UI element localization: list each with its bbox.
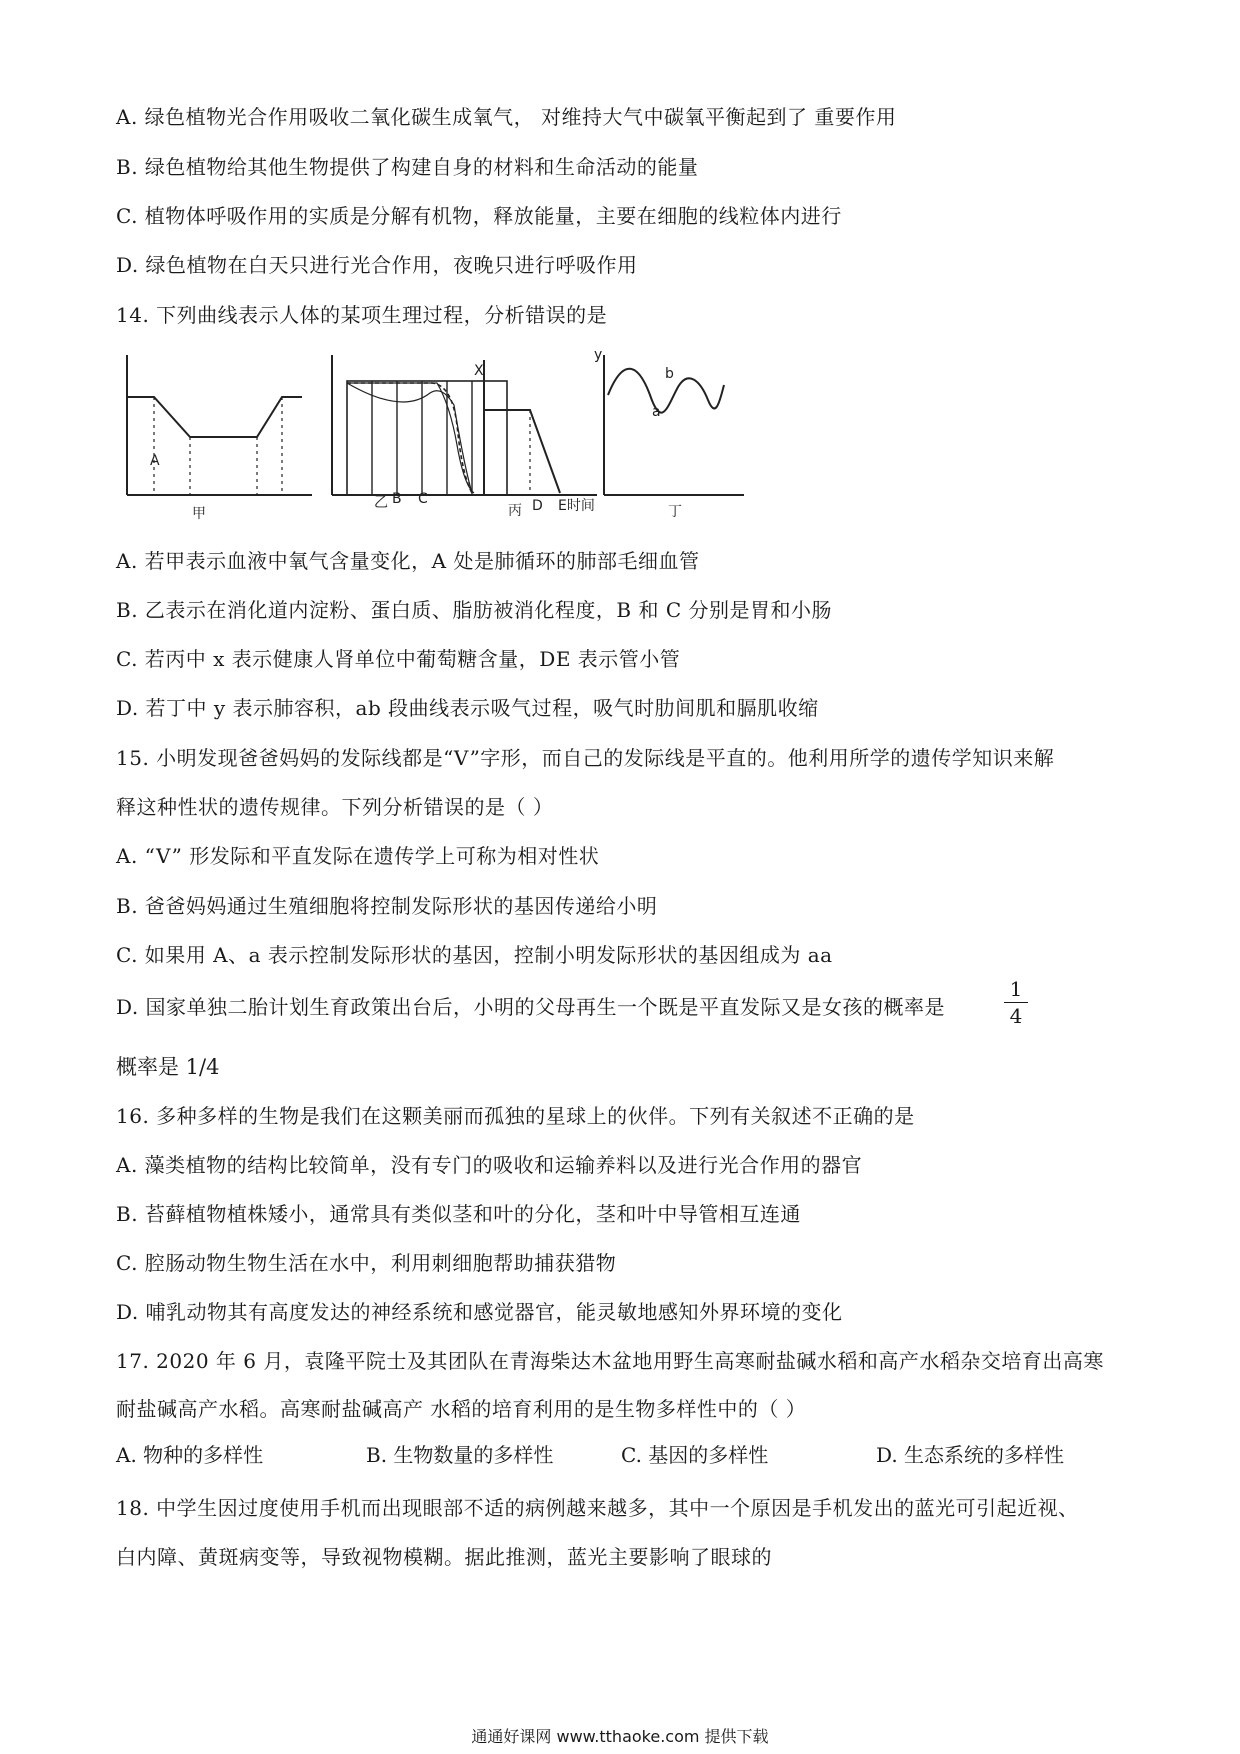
q13-option-a: A. 绿色植物光合作用吸收二氧化碳生成氧气， 对维持大气中碳氧平衡起到了 重要作用 xyxy=(116,105,897,129)
fig-label-bing-x: X xyxy=(474,363,484,379)
q15-stem-line1: 15. 小明发现爸爸妈妈的发际线都是“V”字形，而自己的发际线是平直的。他利用所学的遗传学知识来解 xyxy=(116,746,1055,770)
q16-option-a: A. 藻类植物的结构比较简单，没有专门的吸收和运输养料以及进行光合作用的器官 xyxy=(116,1153,863,1177)
fig-label-bing-d: D xyxy=(532,498,543,514)
q16-option-d: D. 哺乳动物其有高度发达的神经系统和感觉器官，能灵敏地感知外界环境的变化 xyxy=(116,1300,843,1324)
q16-option-c: C. 腔肠动物生物生活在水中，利用刺细胞帮助捕获猎物 xyxy=(116,1251,617,1275)
q15-option-a: A. “V” 形发际和平直发际在遗传学上可称为相对性状 xyxy=(116,844,600,868)
fraction-denominator: 4 xyxy=(1009,1004,1023,1028)
q17-option-b: B. 生物数量的多样性 xyxy=(366,1443,554,1467)
q13-option-b: B. 绿色植物给其他生物提供了构建自身的材料和生命活动的能量 xyxy=(116,155,699,179)
q17-option-d: D. 生态系统的多样性 xyxy=(876,1443,1065,1467)
q17-option-c: C. 基因的多样性 xyxy=(621,1443,769,1467)
q15-option-c: C. 如果用 A、a 表示控制发际形状的基因，控制小明发际形状的基因组成为 aa xyxy=(116,943,833,967)
fig-label-jia-a: A xyxy=(150,453,160,469)
fig-label-yi-c: C xyxy=(418,491,428,507)
q16-option-b: B. 苔藓植物植株矮小，通常具有类似茎和叶的分化，茎和叶中导管相互连通 xyxy=(116,1202,801,1226)
q16-stem: 16. 多种多样的生物是我们在这颗美丽而孤独的星球上的伙伴。下列有关叙述不正确的是 xyxy=(116,1104,915,1128)
q14-option-d: D. 若丁中 y 表示肺容积，ab 段曲线表示吸气过程，吸气时肋间肌和膈肌收缩 xyxy=(116,696,819,720)
fig-label-ding-y: y xyxy=(594,347,603,363)
q14-figure xyxy=(112,345,842,520)
graph-ding xyxy=(604,355,744,495)
q15-option-b: B. 爸爸妈妈通过生殖细胞将控制发际形状的基因传递给小明 xyxy=(116,894,658,918)
q18-stem-line1: 18. 中学生因过度使用手机而出现眼部不适的病例越来越多，其中一个原因是手机发出的蓝光可引起近视、 xyxy=(116,1496,1079,1520)
fig-label-ding: 丁 xyxy=(668,504,682,520)
q15-fraction xyxy=(1004,978,1028,1027)
graph-yi xyxy=(332,355,517,495)
q17-stem-line2: 耐盐碱高产水稻。高寒耐盐碱高产 水稻的培育利用的是生物多样性中的（ ） xyxy=(116,1397,807,1421)
q17-option-a: A. 物种的多样性 xyxy=(116,1443,264,1467)
q14-option-a: A. 若甲表示血液中氧气含量变化，A 处是肺循环的肺部毛细血管 xyxy=(116,549,700,573)
q17-stem-line1: 17. 2020 年 6 月，袁隆平院士及其团队在青海柴达木盆地用野生高寒耐盐碱水稻和高产水稻杂交培育出高寒 xyxy=(116,1349,1104,1373)
q13-option-d: D. 绿色植物在白天只进行光合作用，夜晚只进行呼吸作用 xyxy=(116,253,638,277)
q18-stem-line2: 白内障、黄斑病变等，导致视物模糊。据此推测，蓝光主要影响了眼球的 xyxy=(116,1545,772,1569)
fig-label-jia: 甲 xyxy=(192,506,206,520)
fig-label-ding-b: b xyxy=(665,366,674,382)
fig-label-bing: 丙 xyxy=(508,503,522,519)
q13-option-c: C. 植物体呼吸作用的实质是分解有机物，释放能量，主要在细胞的线粒体内进行 xyxy=(116,204,842,228)
graph-jia xyxy=(127,355,312,495)
q15-extra-line: 概率是 1/4 xyxy=(116,1055,220,1079)
q14-option-b: B. 乙表示在消化道内淀粉、蛋白质、脂肪被消化程度，B 和 C 分别是胃和小肠 xyxy=(116,598,832,622)
fraction-numerator: 1 xyxy=(1004,978,1028,1003)
fig-label-bing-e: E时间 xyxy=(558,498,595,514)
q14-option-c: C. 若丙中 x 表示健康人肾单位中葡萄糖含量，DE 表示管小管 xyxy=(116,647,681,671)
q15-option-d: D. 国家单独二胎计划生育政策出台后，小明的父母再生一个既是平直发际又是女孩的概率是 xyxy=(116,995,946,1019)
q15-stem-line2: 释这种性状的遗传规律。下列分析错误的是（ ） xyxy=(116,795,554,819)
q14-stem: 14. 下列曲线表示人体的某项生理过程，分析错误的是 xyxy=(116,303,608,327)
fig-label-ding-a: a xyxy=(652,404,661,420)
fig-label-yi: 乙 xyxy=(374,495,388,511)
page-footer: 通通好课网 www.tthaoke.com 提供下载 xyxy=(471,1727,769,1746)
fig-label-yi-b: B xyxy=(392,491,402,507)
